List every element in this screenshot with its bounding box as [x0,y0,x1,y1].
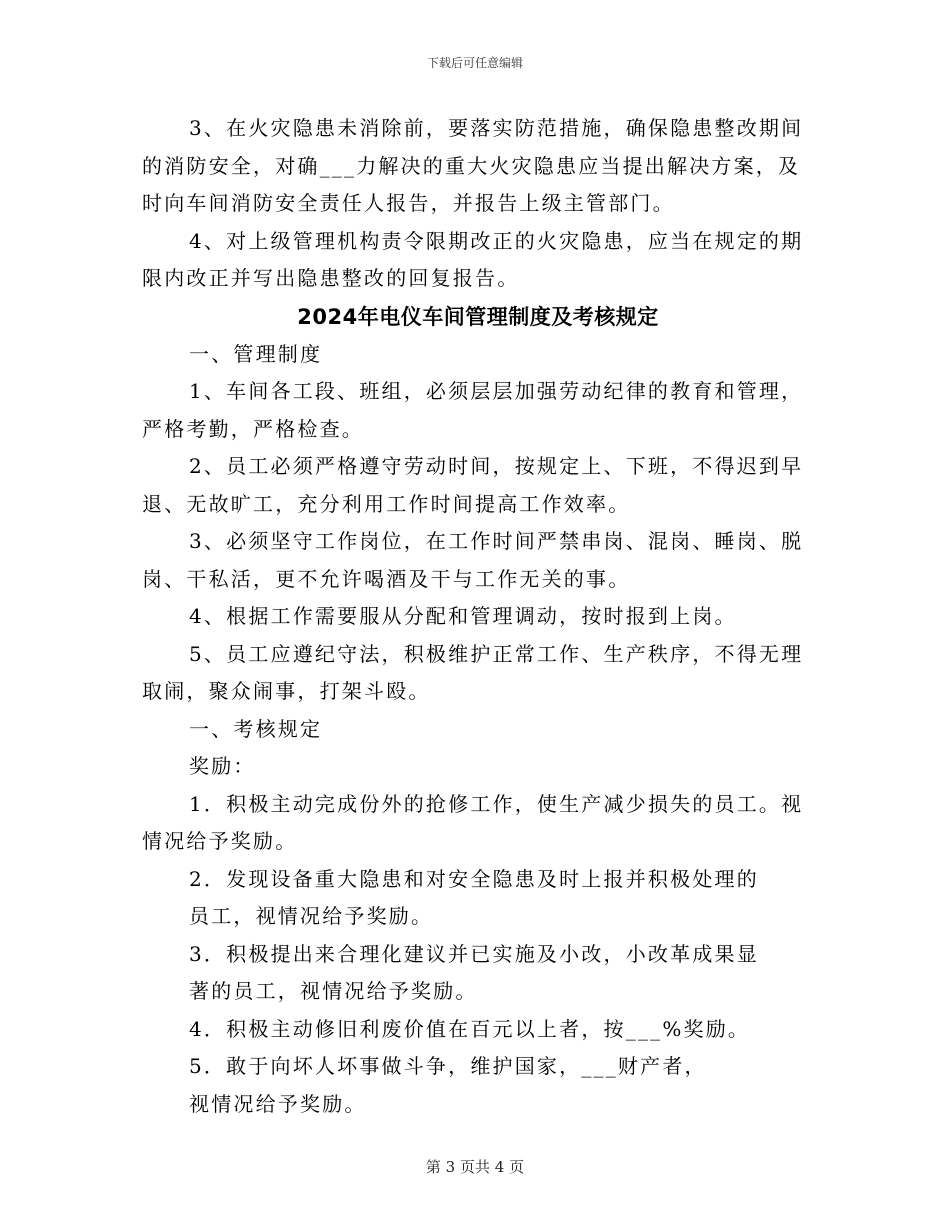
section-heading-assessment: 一、考核规定 [189,716,323,741]
document-body [142,110,814,1123]
management-item-2: 2、员工必须严格遵守劳动时间，按规定上、下班，不得迟到早退、无故旷工，充分利用工作时间提高工作效率。 [142,454,804,516]
reward-item-3-line-1: 3．积极提出来合理化建议并已实施及小改，小改革成果显 [189,941,759,966]
reward-item-2-line-1: 2．发现设备重大隐患和对安全隐患及时上报并积极处理的 [189,866,759,891]
reward-item-2-line-2: 员工，视情况给予奖励。 [189,904,434,928]
management-item-5: 5、员工应遵纪守法，积极维护正常工作、生产秩序，不得无理取闹，聚众闹事，打架斗殴。 [142,641,804,703]
reward-label: 奖励： [189,754,256,778]
management-item-4: 4、根据工作需要服从分配和管理调动，按时报到上岗。 [189,604,737,628]
page-footer: 第 3 页共 4 页 [425,1158,525,1176]
management-item-1: 1、车间各工段、班组，必须层层加强劳动纪律的教育和管理，严格考勤，严格检查。 [142,379,804,441]
paragraph-prev-item-3: 3、在火灾隐患未消除前，要落实防范措施，确保隐患整改期间的消防安全，对确___力解决的重大火灾隐患应当提出解决方案，及时向车间消防安全责任人报告，并报告上级主管部门。 [142,116,804,215]
reward-item-4: 4．积极主动修旧利废价值在百元以上者，按___%奖励。 [189,1016,751,1041]
document-title: 2024年电仪车间管理制度及考核规定 [297,304,659,329]
paragraph-prev-item-4: 4、对上级管理机构责令限期改正的火灾隐患，应当在规定的期限内改正并写出隐患整改的回复报告。 [142,228,804,290]
reward-item-1: 1．积极主动完成份外的抢修工作，使生产减少损失的员工。视情况给予奖励。 [142,791,804,853]
reward-item-3-line-2: 著的员工，视情况给予奖励。 [189,979,478,1003]
reward-item-5-line-1: 5．敢于向坏人坏事做斗争，维护国家，___财产者， [189,1054,707,1078]
reward-item-5-line-2: 视情况给予奖励。 [189,1091,367,1116]
section-heading-management: 一、管理制度 [189,341,323,366]
management-item-3: 3、必须坚守工作岗位，在工作时间严禁串岗、混岗、睡岗、脱岗、干私活，更不允许喝酒及干与工作无关的事。 [142,529,804,591]
header-note: 下载后可任意编辑 [426,56,523,70]
